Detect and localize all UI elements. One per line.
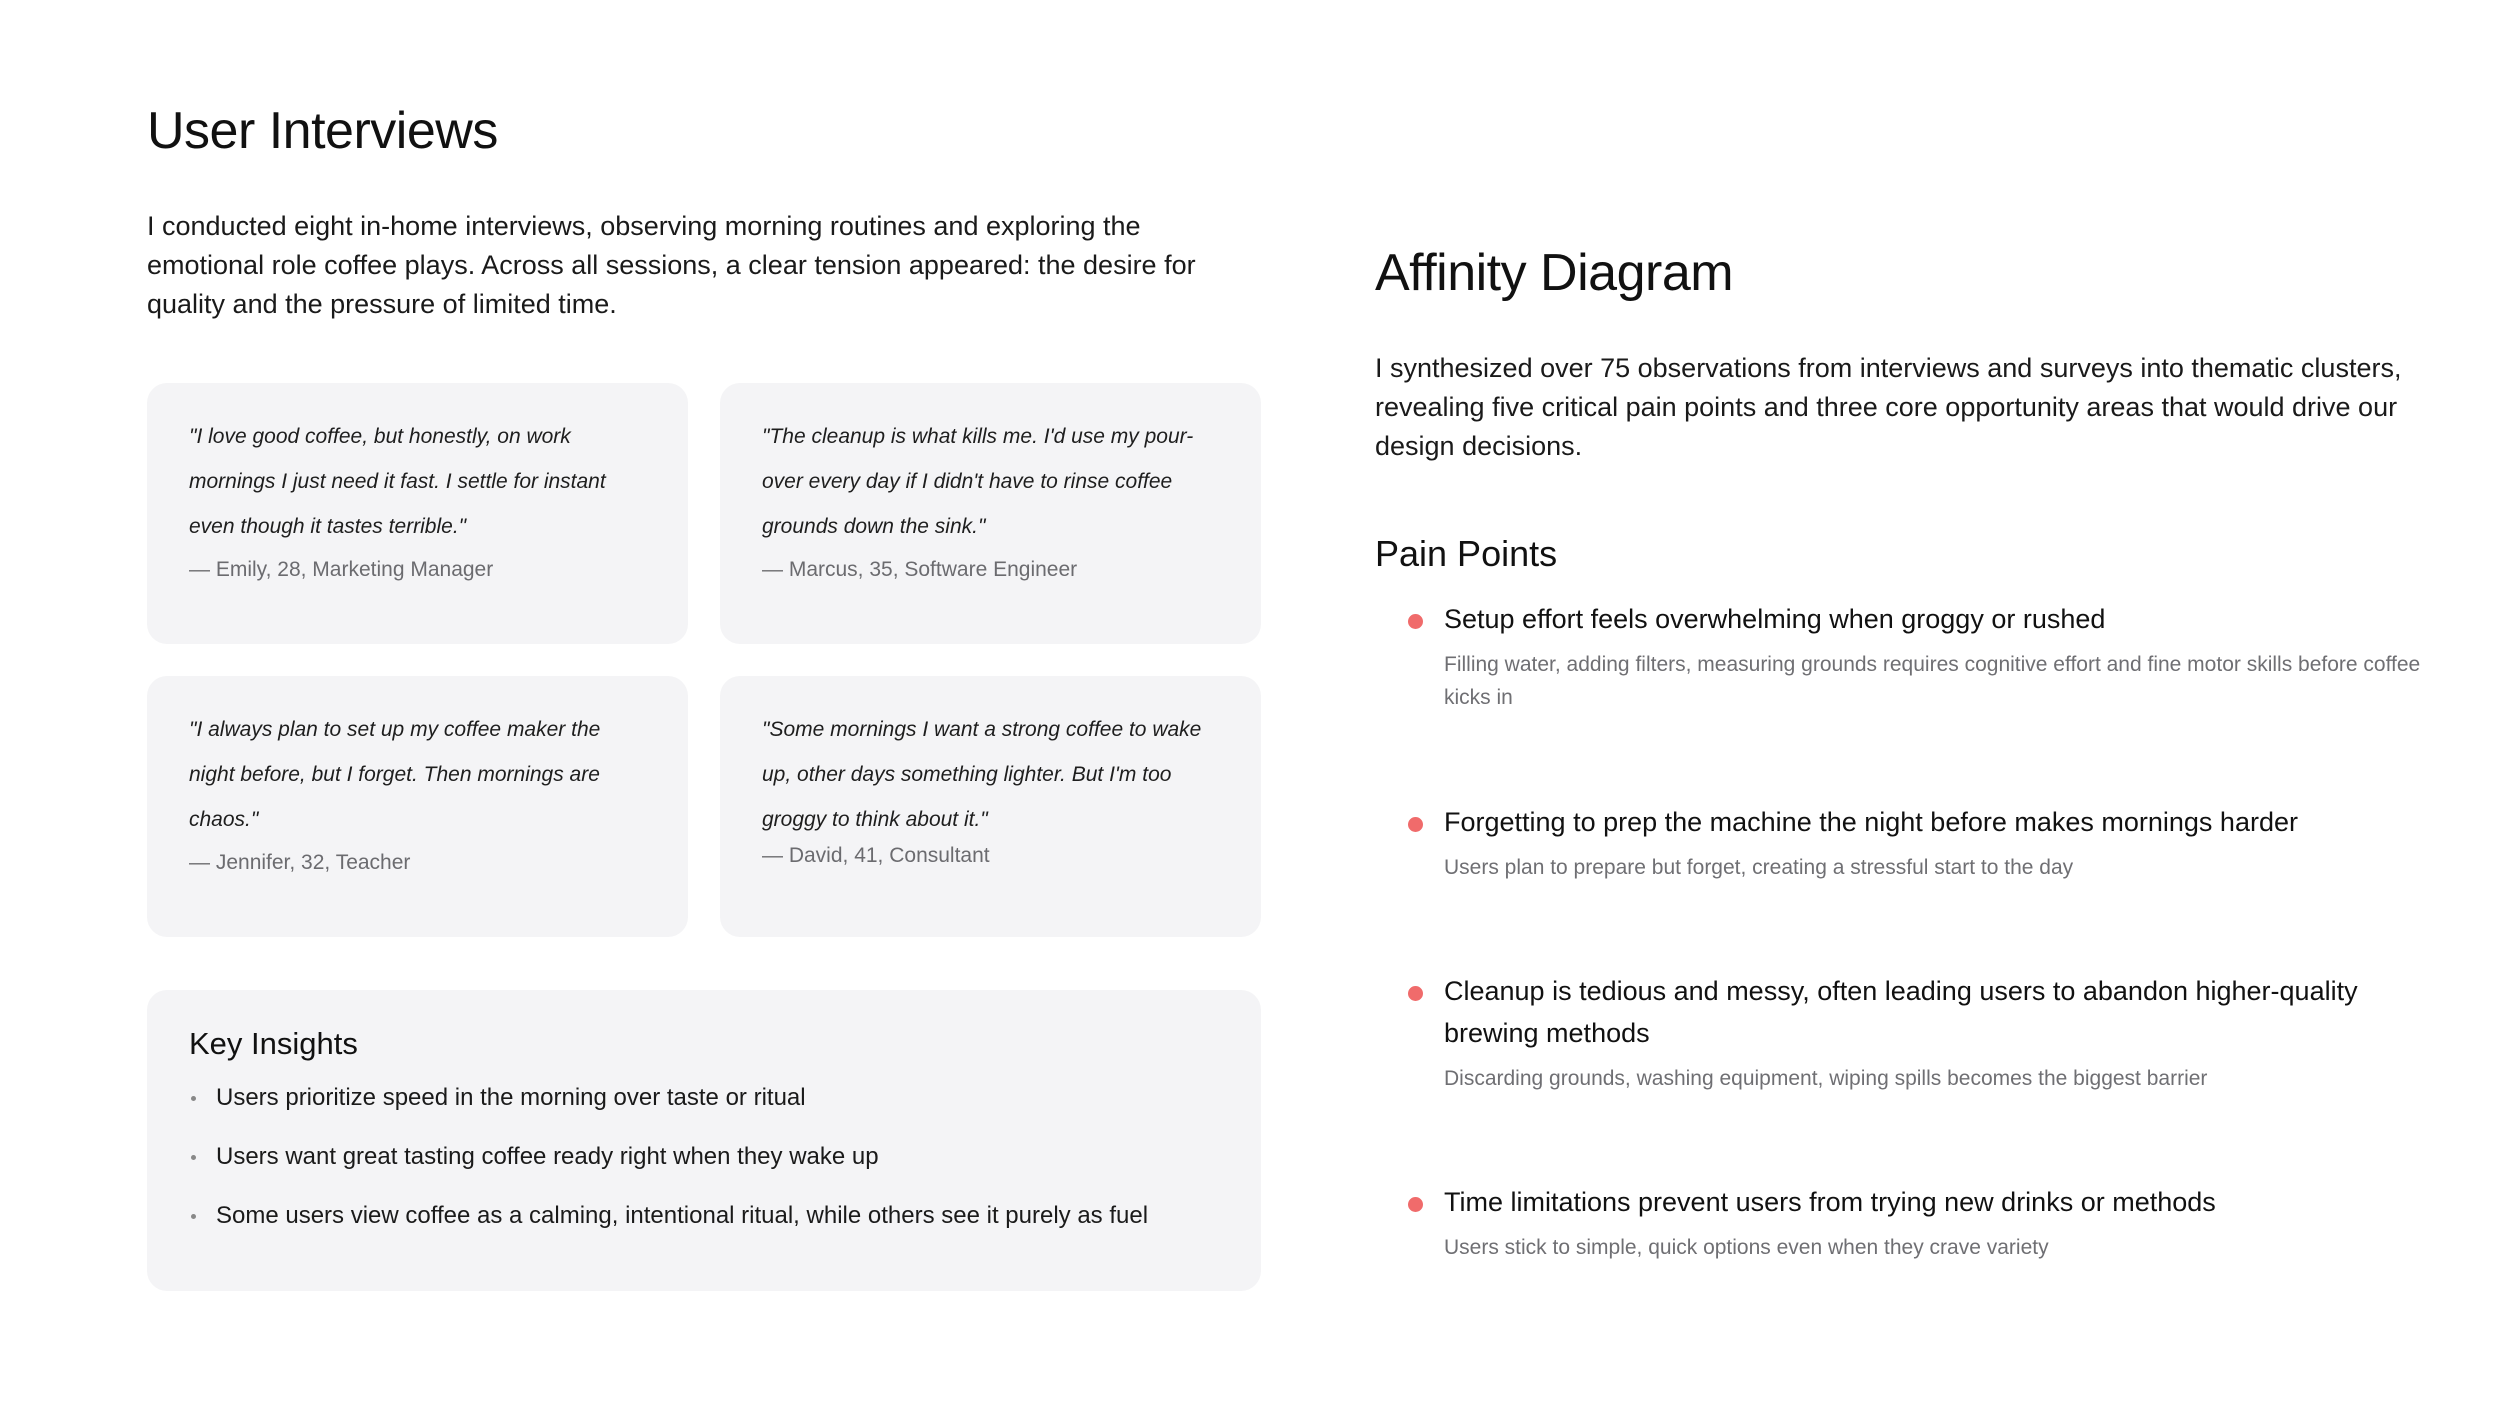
quote-text: "The cleanup is what kills me. I'd use my pour-over every day if I didn't have to rinse coffee grounds down the sink." [762,425,1194,538]
quote-card [720,383,1261,644]
quote-card [147,383,688,644]
pain-point-description: Filling water, adding filters, measuring grounds requires cognitive effort and fine motor skills before coffee kicks in [1444,653,2421,709]
insight-text: Users want great tasting coffee ready right when they wake up [216,1143,879,1170]
pain-point-dot-icon [1408,1197,1423,1212]
quote-author: — Emily, 28, Marketing Manager [189,558,494,581]
list-item [1375,1181,2455,1264]
quote-card [720,676,1261,937]
pain-points-title: Pain Points [1375,533,1558,574]
quote-text: "I always plan to set up my coffee maker the night before, but I forget. Then mornings are chaos." [189,718,601,831]
key-insights-list [189,1079,1219,1235]
user-interviews-title: User Interviews [147,102,498,160]
affinity-diagram-section [1375,237,2455,1264]
affinity-diagram-title: Affinity Diagram [1375,244,1734,302]
quote-card [147,676,688,937]
list-item [189,1079,1219,1117]
affinity-diagram-intro: I synthesized over 75 observations from interviews and surveys into thematic clusters, revealing five critical pain points and three core opportunity areas that would drive our design decisions. [1375,353,2402,461]
pain-point-description: Users plan to prepare but forget, creating a stressful start to the day [1444,856,2074,879]
pain-point-title: Time limitations prevent users from trying new drinks or methods [1444,1187,2216,1217]
quote-author: — David, 41, Consultant [762,844,990,867]
pain-point-description: Discarding grounds, washing equipment, wiping spills becomes the biggest barrier [1444,1067,2208,1090]
pain-point-dot-icon [1408,614,1423,629]
list-item [1375,970,2455,1181]
bullet-icon [191,1214,196,1219]
list-item [189,1138,1219,1176]
key-insights-title: Key Insights [189,1026,358,1061]
pain-point-dot-icon [1408,817,1423,832]
key-insights-card [147,990,1261,1291]
quote-author: — Marcus, 35, Software Engineer [762,558,1078,581]
pain-point-dot-icon [1408,986,1423,1001]
pain-point-title: Forgetting to prep the machine the night before makes mornings harder [1444,807,2298,837]
pain-point-description: Users stick to simple, quick options even when they crave variety [1444,1236,2049,1259]
quote-text: "Some mornings I want a strong coffee to wake up, other days something lighter. But I'm too groggy to think about it." [762,718,1202,831]
pain-point-title: Setup effort feels overwhelming when groggy or rushed [1444,604,2106,634]
quote-text: "I love good coffee, but honestly, on work mornings I just need it fast. I settle for instant even though it tastes terrible." [189,425,606,538]
user-interviews-intro: I conducted eight in-home interviews, observing morning routines and exploring the emotional role coffee plays. Across all sessions, a clear tension appeared: the desire for quality and the pressure of limited time. [147,211,1196,319]
user-interviews-section [147,95,1261,1229]
list-item [1375,801,2455,970]
insight-text: Users prioritize speed in the morning over taste or ritual [216,1084,806,1111]
pain-points-list [1375,598,2455,1264]
insight-text: Some users view coffee as a calming, intentional ritual, while others see it purely as fuel [216,1202,1149,1229]
quote-author: — Jennifer, 32, Teacher [189,851,411,874]
pain-point-title: Cleanup is tedious and messy, often leading users to abandon higher-quality brewing methods [1444,976,2358,1048]
bullet-icon [191,1155,196,1160]
bullet-icon [191,1096,196,1101]
list-item [189,1197,1219,1235]
list-item [1375,598,2455,801]
